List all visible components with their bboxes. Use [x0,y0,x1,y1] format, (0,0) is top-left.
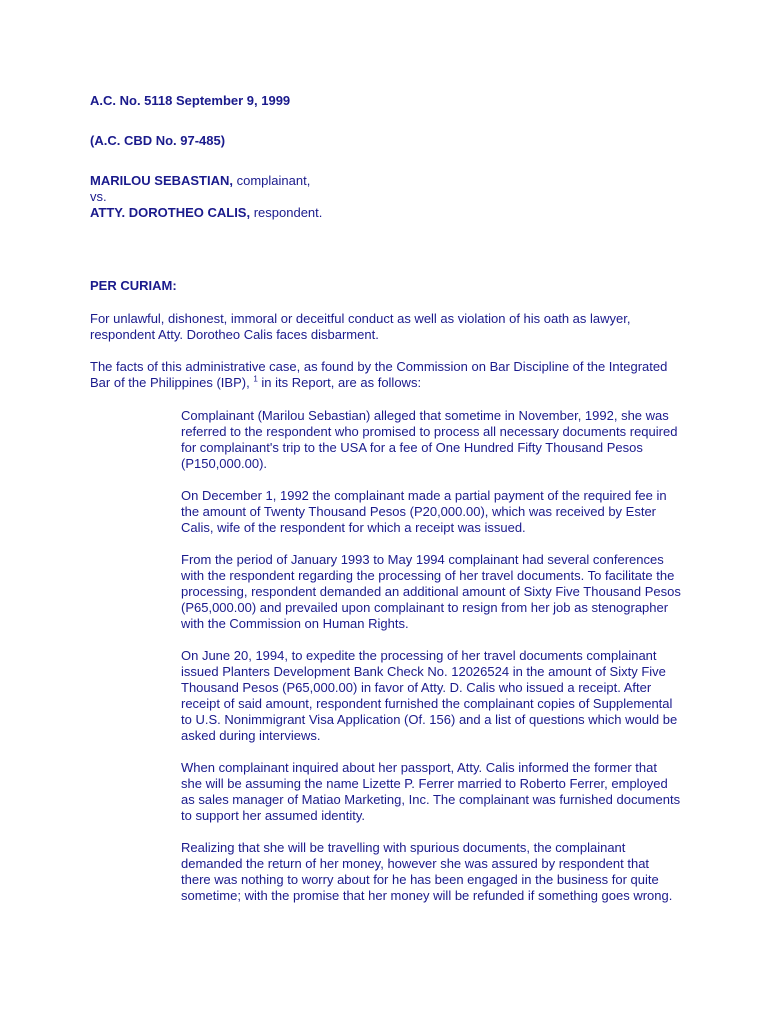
quote-paragraph: When complainant inquired about her passport, Atty. Calis informed the former that she will be assuming the name Lizette P. Ferrer married to Roberto Ferrer, employed as sales manager of Matiao Marketing, Inc. The complainant was furnished documents to support her assumed identity. [181,760,681,823]
quote-paragraph: Complainant (Marilou Sebastian) alleged that sometime in November, 1992, she was referred to the respondent who promised to process all necessary documents required for complainant's trip to the USA for a fee of One Hundred Fifty Thousand Pesos (P150,000.00). [181,408,678,471]
quote-paragraph: From the period of January 1993 to May 1994 complainant had several conferences with the respondent regarding the processing of her travel documents. To facilitate the processing, respondent demanded an additional amount of Sixty Five Thousand Pesos (P65,000.00) and prevailed upon complainant to resign from her job as stenographer with the Commission on Human Rights. [181,552,681,631]
cbd-number: (A.C. CBD No. 97-485) [90,133,226,148]
report-quote-block [181,408,681,904]
versus-line: vs. [90,189,107,204]
quote-paragraph: Realizing that she will be travelling with spurious documents, the complainant demanded the return of her money, however she was assured by respondent that there was nothing to worry about for he has been engaged in the business for quite sometime; with the promise that her money will be refunded if something goes wrong. [181,840,673,903]
respondent-name: ATTY. DOROTHEO CALIS, [90,205,251,220]
case-number: A.C. No. 5118 September 9, 1999 [90,93,291,108]
complainant-line [90,173,690,189]
respondent-role: respondent. [250,205,323,220]
opinion-paragraph: For unlawful, dishonest, immoral or deceitful conduct as well as violation of his oath as lawyer, respondent Atty. Dorotheo Calis faces disbarment. [90,311,631,342]
complainant-name: MARILOU SEBASTIAN, [90,173,233,188]
case-parties [90,173,690,221]
report-intro-text: The facts of this administrative case, as found by the Commission on Bar Discipline of the Integrated Bar of the Philippines (IBP), [90,359,668,390]
opinion-paragraph-report-intro [90,359,690,391]
document-page [90,93,690,904]
complainant-role: complainant, [233,173,311,188]
opinion-heading: PER CURIAM: [90,278,177,293]
report-intro-text-end: in its Report, are as follows: [257,375,422,390]
quote-paragraph: On December 1, 1992 the complainant made a partial payment of the required fee in the amount of Twenty Thousand Pesos (P20,000.00), which was received by Ester Calis, wife of the respondent for which a receipt was issued. [181,488,667,535]
quote-paragraph: On June 20, 1994, to expedite the processing of her travel documents complainant issued Planters Development Bank Check No. 12026524 in the amount of Sixty Five Thousand Pesos (P65,000.00) in favor of Atty. D. Calis who issued a receipt. After receipt of said amount, respondent furnished the complainant copies of Supplemental to U.S. Nonimmigrant Visa Application (Of. 156) and a list of questions which would be asked during interviews. [181,648,678,743]
footnote-marker[interactable]: 1 [253,374,258,384]
respondent-line [90,205,690,221]
